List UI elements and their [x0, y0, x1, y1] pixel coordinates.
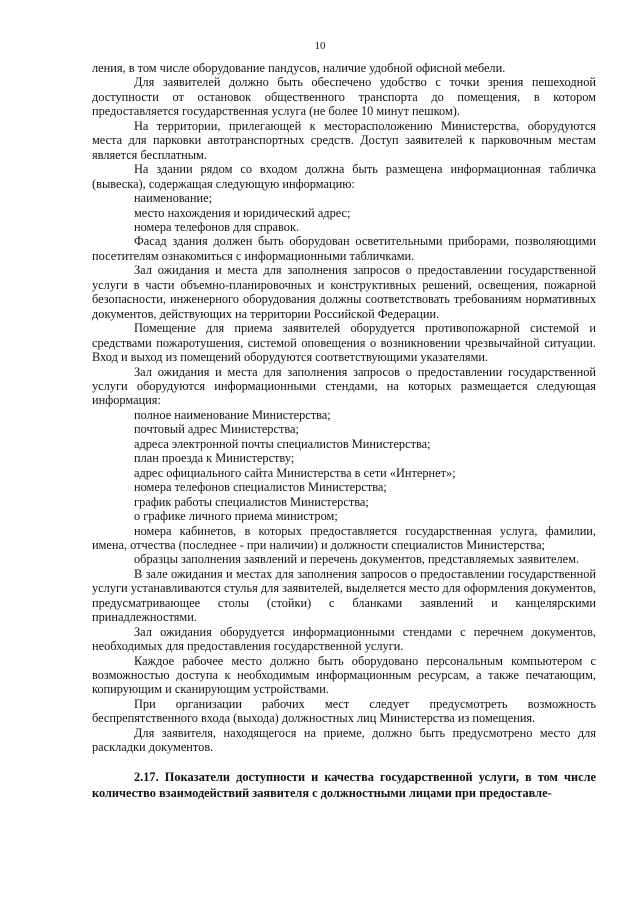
- list-item: номера телефонов для справок.: [134, 219, 300, 234]
- paragraph: Зал ожидания и места для заполнения запросов о предоставлении государственной услуги оборудуются информационными стендами, на которых размещается следующая информация:: [92, 364, 596, 408]
- section-spacer: [92, 755, 596, 769]
- paragraph: Фасад здания должен быть оборудован осветительными приборами, позволяющими посетителям ознакомиться с информационными табличками.: [92, 234, 596, 263]
- paragraph: Для заявителей должно быть обеспечено удобство с точки зрения пешеходной доступности от остановок общественного транспорта до помещения, в котором предоставляется государственная услуга (не более 10 минут пешком).: [92, 75, 596, 119]
- list-item: адрес официального сайта Министерства в сети «Интернет»;: [134, 465, 456, 480]
- list-item: место нахождения и юридический адрес;: [134, 205, 351, 220]
- paragraph: Зал ожидания и места для заполнения запросов о предоставлении государственной услуги в части объемно-планировочных и конструктивных решений, освещения, пожарной безопасности, инженерного оборудования должны соответствовать требованиям нормативных документов, действующих на территории Российской Федерации.: [92, 263, 596, 321]
- paragraph: В зале ожидания и местах для заполнения запросов о предоставлении государственной услуги устанавливаются стулья для заявителей, выделяется место для оформления документов, предусматривающее столы (стойки) с бланками заявлений и канцелярскими принадлежностями.: [92, 566, 596, 625]
- paragraph: Каждое рабочее место должно быть оборудовано персональным компьютером с возможностью доступа к необходимым информационным ресурсам, а также печатающим, копирующим и сканирующим устройствами.: [92, 653, 596, 697]
- page-body: [92, 61, 596, 801]
- page-number: 10: [314, 40, 326, 52]
- paragraph: На здании рядом со входом должна быть размещена информационная табличка (вывеска), содержащая следующую информацию:: [92, 162, 596, 191]
- paragraph: Зал ожидания оборудуется информационными стендами с перечнем документов, необходимых для предоставления государственной услуги.: [92, 624, 596, 654]
- paragraph: Помещение для приема заявителей оборудуется противопожарной системой и средствами пожаротушения, системой оповещения о возникновении чрезвычайной ситуации. Вход и выход из помещений оборудуются соответствующими указателями.: [92, 321, 596, 365]
- list-item: почтовый адрес Министерства;: [134, 422, 299, 437]
- paragraph: ления, в том числе оборудование пандусов, наличие удобной офисной мебели.: [92, 61, 506, 75]
- paragraph: номера кабинетов, в которых предоставляется государственная услуга, фамилии, имена, отчества (последнее - при наличии) и должности специалистов Министерства;: [92, 523, 596, 552]
- section-heading: 2.17. Показатели доступности и качества государственной услуги, в том числе количество взаимодействий заявителя с должностными лицами при предоставле-: [92, 769, 596, 800]
- list-item: наименование;: [134, 191, 213, 206]
- paragraph: При организации рабочих мест следует предусмотреть возможность беспрепятственного входа (выхода) должностных лиц Министерства из помещения.: [92, 696, 596, 726]
- list-item: план проезда к Министерству;: [134, 451, 295, 466]
- list-item: график работы специалистов Министерства;: [134, 494, 369, 509]
- list-item: полное наименование Министерства;: [134, 407, 331, 422]
- paragraph: образцы заполнения заявлений и перечень документов, представляемых заявителем.: [134, 552, 580, 567]
- list-item: адреса электронной почты специалистов Министерства;: [134, 436, 431, 451]
- paragraph: Для заявителя, находящегося на приеме, должно быть предусмотрено место для раскладки документов.: [92, 725, 596, 755]
- paragraph: На территории, прилегающей к месторасположению Министерства, оборудуются места для парковки автотранспортных средств. Доступ заявителей к парковочным местам является бесплатным.: [92, 118, 596, 162]
- list-item: о графике личного приема министром;: [134, 509, 338, 524]
- list-item: номера телефонов специалистов Министерства;: [134, 480, 387, 495]
